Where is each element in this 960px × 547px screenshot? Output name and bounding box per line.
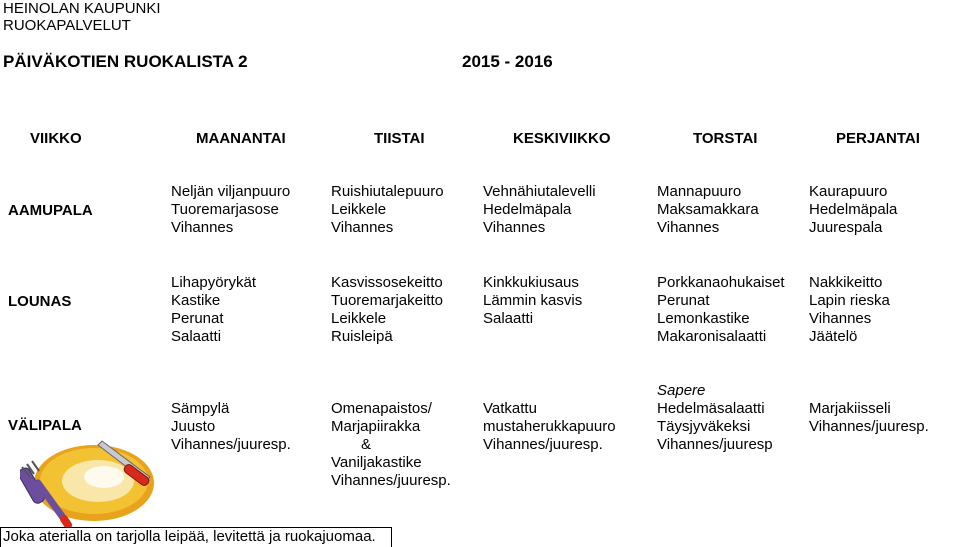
footer-right-border: [391, 528, 392, 547]
menu-item: Kasvissosekeitto: [331, 274, 443, 291]
menu-item: Neljän viljanpuuro: [171, 183, 291, 200]
breakfast-thursday: [657, 183, 759, 237]
menu-item: Tuoremarjasose: [171, 201, 279, 218]
menu-item: Salaatti: [171, 328, 222, 345]
menu-item: Vihannes/juuresp.: [171, 436, 291, 453]
menu-item: Hedelmäpala: [809, 201, 898, 218]
menu-item: Vihannes/juuresp.: [331, 472, 451, 489]
menu-item: Ruisleipä: [331, 328, 393, 345]
menu-item: Lapin rieska: [809, 292, 890, 309]
menu-item: Kinkkukiusaus: [483, 274, 579, 291]
menu-item: Makaronisalaatti: [657, 328, 767, 345]
snack-monday: [171, 400, 291, 454]
menu-item: Vaniljakastike: [331, 454, 422, 471]
plate-fork-knife-icon: [20, 433, 160, 527]
menu-item: Vihannes: [483, 219, 546, 236]
org-name: HEINOLAN KAUPUNKI: [3, 0, 161, 17]
menu-item: Täysjyväkeksi: [657, 418, 751, 435]
menu-item: Porkkanaohukaiset: [657, 274, 785, 291]
col-header-wednesday: KESKIVIIKKO: [513, 130, 611, 147]
breakfast-friday: [809, 183, 897, 237]
lunch-wednesday: [483, 274, 582, 328]
menu-item: Kaurapuuro: [809, 183, 888, 200]
school-year: 2015 - 2016: [462, 52, 553, 71]
menu-item: Leikkele: [331, 201, 387, 218]
menu-item: Vihannes/juuresp: [657, 436, 773, 453]
menu-item: Tuoremarjakeitto: [331, 292, 443, 309]
menu-item: Lihapyörykät: [171, 274, 257, 291]
snack-wednesday: [483, 400, 616, 454]
col-header-week: VIIKKO: [30, 130, 82, 147]
menu-item: Mannapuuro: [657, 183, 742, 200]
snack-tuesday: [331, 400, 451, 490]
col-header-tuesday: TIISTAI: [374, 130, 425, 147]
menu-item: Vihannes/juuresp.: [483, 436, 603, 453]
menu-item: Lämmin kasvis: [483, 292, 583, 309]
menu-item: Salaatti: [483, 310, 534, 327]
menu-item: &: [361, 436, 372, 453]
footer-note: Joka aterialla on tarjolla leipää, levitettä ja ruokajuomaa.: [3, 528, 376, 545]
menu-item: Sämpylä: [171, 400, 230, 417]
lunch-tuesday: [331, 274, 443, 346]
menu-item: Leikkele: [331, 310, 387, 327]
menu-item: Kastike: [171, 292, 221, 309]
row-label-breakfast: AAMUPALA: [8, 202, 93, 219]
menu-item: Hedelmäpala: [483, 201, 572, 218]
menu-item: Vihannes: [809, 310, 872, 327]
footer-left-border: [0, 528, 1, 547]
lunch-monday: [171, 274, 256, 346]
sapere-note: Sapere: [657, 382, 706, 399]
menu-item: Marjapiirakka: [331, 418, 421, 435]
breakfast-monday: [171, 183, 290, 237]
menu-item: Vihannes: [657, 219, 720, 236]
col-header-monday: MAANANTAI: [196, 130, 286, 147]
menu-item: Vihannes: [171, 219, 234, 236]
menu-item: Marjakiisseli: [809, 400, 891, 417]
menu-item: Ruishiutalepuuro: [331, 183, 444, 200]
row-label-lunch: LOUNAS: [8, 293, 72, 310]
breakfast-wednesday: [483, 183, 596, 237]
menu-item: Hedelmäsalaatti: [657, 400, 765, 417]
menu-item: Vihannes: [331, 219, 394, 236]
breakfast-tuesday: [331, 183, 444, 237]
row-label-snack: VÄLIPALA: [8, 417, 82, 434]
menu-item: Maksamakkara: [657, 201, 759, 218]
menu-item: Lemonkastike: [657, 310, 750, 327]
menu-item: Juusto: [171, 418, 216, 435]
menu-item: Perunat: [171, 310, 224, 327]
menu-item: Perunat: [657, 292, 710, 309]
menu-item: Juurespala: [809, 219, 883, 236]
lunch-thursday: [657, 274, 785, 346]
col-header-thursday: TORSTAI: [693, 130, 758, 147]
snack-thursday: [657, 382, 773, 454]
menu-item: Vehnähiutalevelli: [483, 183, 596, 200]
page-title: PÄIVÄKOTIEN RUOKALISTA 2: [3, 52, 248, 71]
menu-item: Nakkikeitto: [809, 274, 883, 291]
org-department: RUOKAPALVELUT: [3, 17, 131, 34]
menu-item: Vatkattu: [483, 400, 537, 417]
lunch-friday: [809, 274, 890, 346]
menu-item: Jäätelö: [809, 328, 858, 345]
menu-item: Omenapaistos/: [331, 400, 432, 417]
menu-item: mustaherukkapuuro: [483, 418, 616, 435]
menu-item: Vihannes/juuresp.: [809, 418, 929, 435]
col-header-friday: PERJANTAI: [836, 130, 920, 147]
snack-friday: [809, 400, 929, 436]
